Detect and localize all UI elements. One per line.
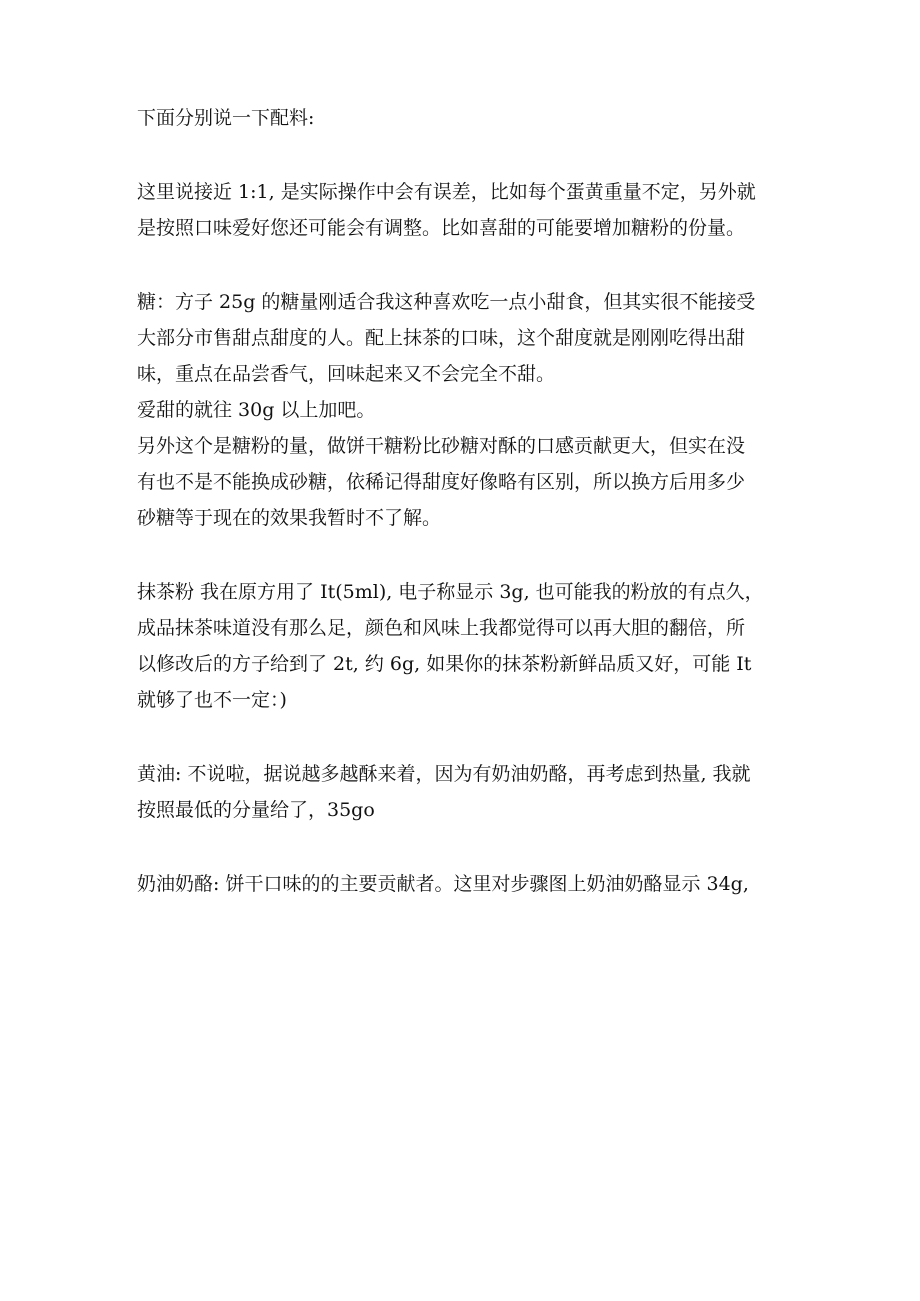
text-line: 按照最低的分量给了，35go xyxy=(137,799,375,821)
paragraph-ratio xyxy=(137,174,787,246)
text-line: 以修改后的方子给到了 2t, 约 6g, 如果你的抹茶粉新鲜品质又好，可能 It xyxy=(137,653,752,675)
paragraph-butter xyxy=(137,756,787,828)
paragraph-sugar xyxy=(137,284,787,392)
text-line: 另外这个是糖粉的量，做饼干糖粉比砂糖对酥的口感贡献更大，但实在没 xyxy=(137,435,746,457)
paragraph-cream-cheese xyxy=(137,866,787,902)
text-line: 有也不是不能换成砂糖，依稀记得甜度好像略有区别，所以换方后用多少 xyxy=(137,471,746,493)
text-line: 黄油: 不说啦，据说越多越酥来着，因为有奶油奶酪，再考虑到热量, 我就 xyxy=(137,763,751,785)
text-line: 下面分别说一下配料: xyxy=(137,107,315,129)
paragraph-gap xyxy=(137,828,787,866)
text-line: 奶油奶酪: 饼干口味的的主要贡献者。这里对步骤图上奶油奶酪显示 34g, xyxy=(137,873,749,895)
text-line: 成品抹茶味道没有那么足，颜色和风味上我都觉得可以再大胆的翻倍，所 xyxy=(137,617,746,639)
document-body xyxy=(137,100,787,902)
text-line: 是按照口味爱好您还可能会有调整。比如喜甜的可能要增加糖粉的份量。 xyxy=(137,217,746,239)
text-line: 爱甜的就往 30g 以上加吧。 xyxy=(137,399,376,421)
text-line: 抹茶粉 我在原方用了 It(5ml), 电子称显示 3g, 也可能我的粉放的有点久， xyxy=(137,581,764,603)
paragraph-matcha xyxy=(137,574,787,718)
paragraph-gap xyxy=(137,718,787,756)
paragraph-gap xyxy=(137,246,787,284)
text-line: 砂糖等于现在的效果我暂时不了解。 xyxy=(137,507,442,529)
paragraph-gap xyxy=(137,536,787,574)
paragraph-intro xyxy=(137,100,787,136)
text-line: 味，重点在品尝香气，回味起来又不会完全不甜。 xyxy=(137,363,556,385)
paragraph-sugar-more xyxy=(137,392,787,428)
paragraph-sugar-powder xyxy=(137,428,787,536)
text-line: 大部分市售甜点甜度的人。配上抹茶的口味，这个甜度就是刚刚吃得出甜 xyxy=(137,327,746,349)
paragraph-gap xyxy=(137,136,787,174)
text-line: 就够了也不一定：) xyxy=(137,689,287,711)
text-line: 这里说接近 1:1, 是实际操作中会有误差，比如每个蛋黄重量不定，另外就 xyxy=(137,181,756,203)
text-line: 糖：方子 25g 的糖量刚适合我这种喜欢吃一点小甜食，但其实很不能接受 xyxy=(137,291,756,313)
